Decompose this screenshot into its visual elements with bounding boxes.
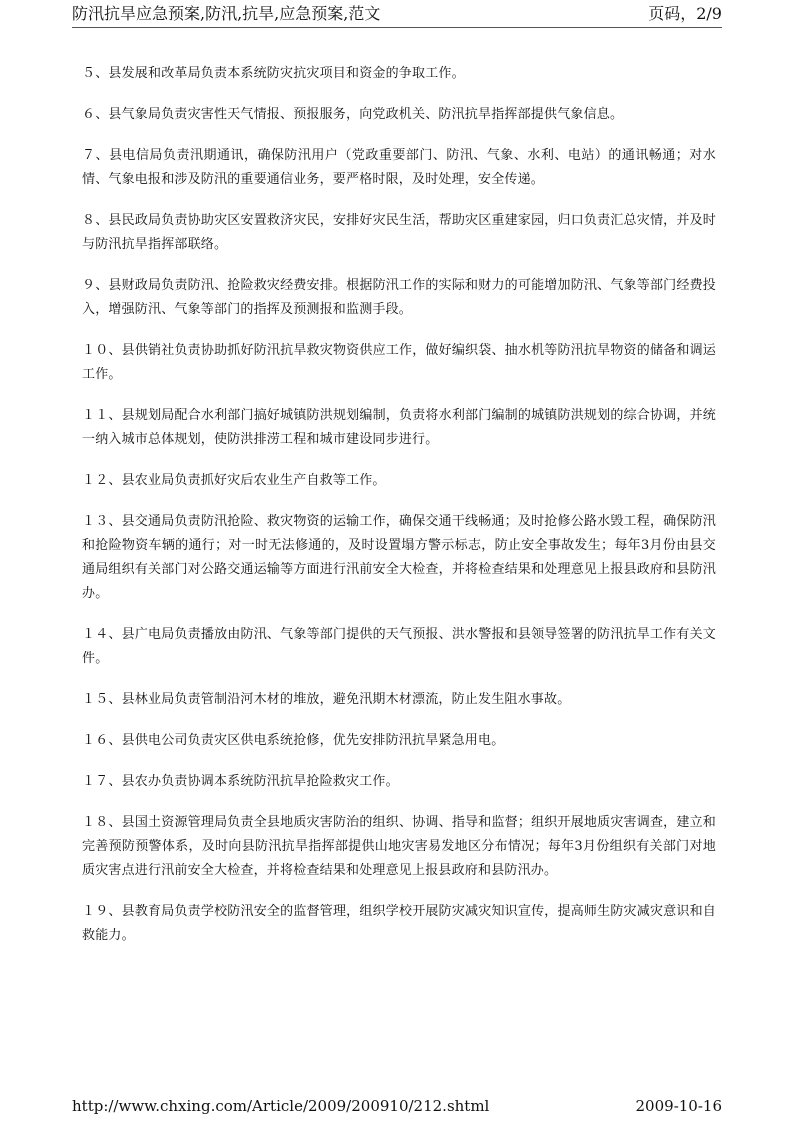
paragraph-16: １６、县供电公司负责灾区供电系统抢修，优先安排防汛抗旱紧急用电。 (82, 733, 505, 748)
paragraph-15: １５、县林业局负责管制沿河木材的堆放，避免汛期木材漂流，防止发生阻水事故。 (82, 692, 571, 707)
paragraph-6: ６、县气象局负责灾害性天气情报、预报服务，向党政机关、防汛抗旱指挥部提供气象信息。 (82, 107, 624, 122)
page-footer (72, 1097, 722, 1115)
paragraph-12: １２、县农业局负责抓好灾后农业生产自救等工作。 (82, 473, 386, 488)
paragraph-11: １１、县规划局配合水利部门搞好城镇防洪规划编制，负责将水利部门编制的城镇防洪规划的综合协调，并统一纳入城市总体规划，使防洪排涝工程和城市建设同步进行。 (82, 408, 716, 447)
paragraph-5: ５、县发展和改革局负责本系统防灾抗灾项目和资金的争取工作。 (82, 66, 465, 81)
paragraph-10: １０、县供销社负责协助抓好防汛抗旱救灾物资供应工作，做好编织袋、抽水机等防汛抗旱物资的储备和调运工作。 (82, 343, 716, 382)
paragraph-19: １９、县教育局负责学校防汛安全的监督管理，组织学校开展防灾减灾知识宣传，提高师生防灾减灾意识和自救能力。 (82, 904, 716, 943)
paragraph-13: １３、县交通局负责防汛抢险、救灾物资的运输工作，确保交通干线畅通；及时抢修公路水毁工程，确保防汛和抢险物资车辆的通行；对一时无法修通的，及时设置塌方警示标志，防止安全事故发生；每年3月份由县交通局组织有关部门对公路交通运输等方面进行汛前安全大检查，并将检查结果和处理意见上报县政府和县防汛办。 (82, 514, 716, 601)
header-title: 防汛抗旱应急预案,防汛,抗旱,应急预案,范文 (72, 4, 381, 23)
paragraph-14: １４、县广电局负责播放由防汛、气象等部门提供的天气预报、洪水警报和县领导签署的防汛抗旱工作有关文件。 (82, 627, 716, 666)
page-number: 页码，2/9 (648, 4, 722, 23)
source-url: http://www.chxing.com/Article/2009/200910/212.shtml (72, 1097, 490, 1115)
page-header (72, 0, 722, 28)
paragraph-17: １７、县农办负责协调本系统防汛抗旱抢险救灾工作。 (82, 774, 399, 789)
paragraph-7: ７、县电信局负责汛期通讯，确保防汛用户（党政重要部门、防汛、气象、水利、电站）的通讯畅通；对水情、气象电报和涉及防汛的重要通信业务，要严格时限，及时处理，安全传递。 (82, 148, 716, 187)
print-date: 2009-10-16 (635, 1097, 722, 1115)
paragraph-9: ９、县财政局负责防汛、抢险救灾经费安排。根据防汛工作的实际和财力的可能增加防汛、气象等部门经费投入，增强防汛、气象等部门的指挥及预测报和监测手段。 (82, 278, 716, 317)
paragraph-18: １８、县国土资源管理局负责全县地质灾害防治的组织、协调、指导和监督；组织开展地质灾害调查，建立和完善预防预警体系，及时向县防汛抗旱指挥部提供山地灾害易发地区分布情况；每年3月份组织有关部门对地质灾害点进行汛前安全大检查，并将检查结果和处理意见上报县政府和县防汛办。 (82, 815, 716, 878)
paragraph-8: ８、县民政局负责协助灾区安置救济灾民，安排好灾民生活，帮助灾区重建家园，归口负责汇总灾情，并及时与防汛抗旱指挥部联络。 (82, 213, 716, 252)
document-body (82, 62, 716, 965)
